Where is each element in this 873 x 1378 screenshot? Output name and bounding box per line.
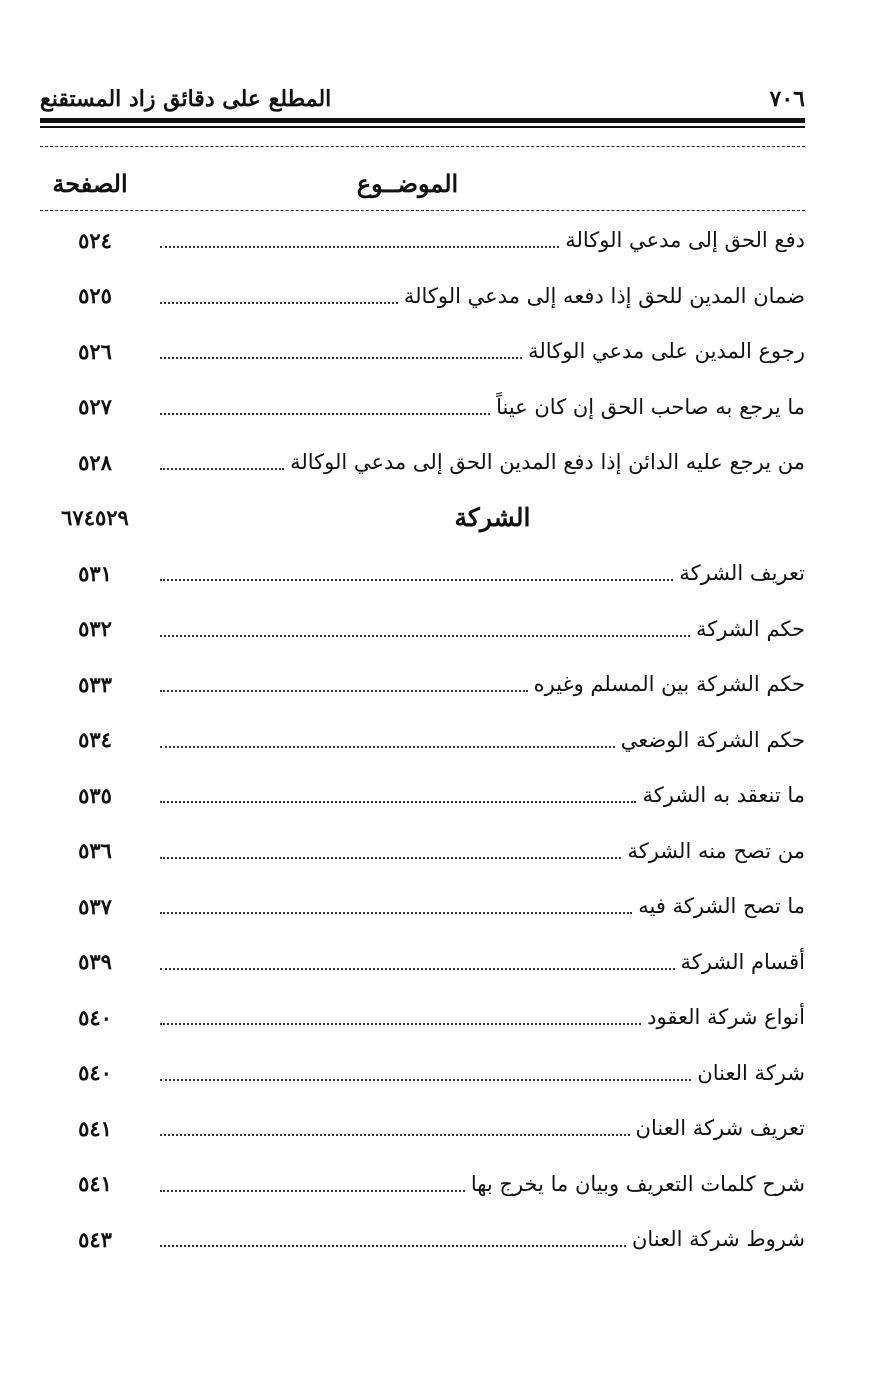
toc-entry [40,934,805,990]
entry-page-number: ٥٣٦ [78,838,112,863]
entry-page-number: ٦٧٤٥٢٩ [61,505,129,530]
dot-leader [160,1023,641,1025]
toc-entry-title-cell [40,490,805,546]
toc-entry-title-cell [160,545,805,601]
entry-title: دفع الحق إلى مدعي الوكالة [565,228,805,252]
entry-page-number: ٥٢٨ [78,449,112,475]
toc-entry [40,878,805,934]
page-column-heading: الصفحة [52,168,128,198]
dashed-divider-top [40,146,805,147]
dot-leader [160,635,690,637]
entry-title: من يرجع عليه الدائن إذا دفع المدين الحق إلى مدعي الوكالة [290,450,805,474]
toc-entry [40,379,805,435]
dot-leader [160,801,636,803]
toc-entry-title-cell [160,823,805,879]
dot-leader [160,1190,465,1192]
toc-section-heading [40,490,805,546]
toc-entry [40,823,805,879]
toc-entry [40,268,805,324]
dot-leader [160,912,632,914]
dot-leader [160,579,673,581]
toc-entry [40,989,805,1045]
entry-title: حكم الشركة [695,616,805,641]
entry-title: ما يرجع به صاحب الحق إن كان عيناً [496,394,805,419]
header-rule-thin [40,126,805,128]
entry-page-number: ٥٣٢ [78,616,112,641]
page-number: ٧٠٦ [769,86,805,112]
dashed-divider-bottom [40,210,805,211]
entry-title: شركة العنان [697,1060,805,1085]
dot-leader [160,1134,630,1136]
entry-title: حكم الشركة بين المسلم وغيره [533,672,805,696]
toc-entry [40,767,805,823]
running-header [40,82,805,116]
toc-entry [40,1100,805,1156]
dot-leader [160,690,528,692]
entry-page-number: ٥٤١ [78,1171,112,1196]
toc-entry [40,323,805,379]
toc-entry-title-cell [160,656,805,712]
toc-entry [40,212,805,268]
entry-title: أقسام الشركة [680,949,805,974]
entry-title: من تصح منه الشركة [627,838,805,863]
section-title: الشركة [454,503,531,532]
entry-page-number: ٥٤٣ [78,1226,112,1252]
entry-page-number: ٥٤٠ [78,1004,112,1030]
toc-entry-title-cell [160,767,805,823]
entry-title: تعريف شركة العنان [635,1116,805,1140]
entry-title: شروط شركة العنان [631,1227,805,1251]
entry-page-number: ٥٣٩ [78,949,112,974]
dot-leader [160,302,398,304]
dot-leader [160,246,559,248]
toc-entry [40,545,805,601]
toc-entry-title-cell [160,1211,805,1267]
entry-title: شرح كلمات التعريف وبيان ما يخرج بها [470,1171,805,1196]
dot-leader [160,1079,691,1081]
toc-entry [40,434,805,490]
entry-page-number: ٥٣٣ [78,671,112,697]
entry-page-number: ٥٢٦ [78,338,112,364]
toc-entry-title-cell [160,934,805,990]
toc-entry [40,656,805,712]
entry-title: حكم الشركة الوضعي [620,727,805,752]
toc-entry [40,1045,805,1101]
book-title: المطلع على دقائق زاد المستقنع [40,86,332,112]
entry-page-number: ٥٣٥ [78,782,112,808]
toc-entry-title-cell [160,1045,805,1101]
entry-page-number: ٥٢٥ [78,283,112,308]
toc-entry-title-cell [160,601,805,657]
toc-entry-title-cell [160,268,805,324]
entry-title: رجوع المدين على مدعي الوكالة [528,339,805,363]
dot-leader [160,357,522,359]
subject-column-heading: الموضــوع [356,168,459,198]
dot-leader [160,746,615,748]
header-rule-thick [40,118,805,123]
toc-entry-title-cell [160,379,805,435]
entry-page-number: ٥٤٠ [78,1060,112,1085]
entry-title: ما تصح الشركة فيه [638,894,805,918]
toc-entry-title-cell [160,323,805,379]
entry-page-number: ٥٣٧ [78,893,112,919]
toc-entry [40,601,805,657]
dot-leader [160,413,490,415]
entry-page-number: ٥٢٤ [78,227,112,253]
entry-title: ضمان المدين للحق إذا دفعه إلى مدعي الوكالة [403,283,805,308]
toc-entry-title-cell [160,212,805,268]
toc-entry-title-cell [160,878,805,934]
dot-leader [160,1245,626,1247]
toc-entry [40,712,805,768]
toc-entry-title-cell [160,1156,805,1212]
toc-entry-title-cell [160,1100,805,1156]
entry-title: تعريف الشركة [679,561,805,585]
entry-title: أنواع شركة العقود [647,1005,805,1029]
toc-entry [40,1211,805,1267]
toc-entry-title-cell [160,712,805,768]
toc-entry [40,1156,805,1212]
entry-page-number: ٥٢٧ [78,394,112,419]
dot-leader [160,968,675,970]
entry-page-number: ٥٣٤ [78,727,112,752]
dot-leader [160,857,621,859]
dot-leader [160,468,284,470]
entry-title: ما تنعقد به الشركة [642,783,805,807]
toc-entry-title-cell [160,989,805,1045]
entry-page-number: ٥٣١ [78,560,112,586]
toc-entry-title-cell [160,434,805,490]
entry-page-number: ٥٤١ [78,1115,112,1141]
